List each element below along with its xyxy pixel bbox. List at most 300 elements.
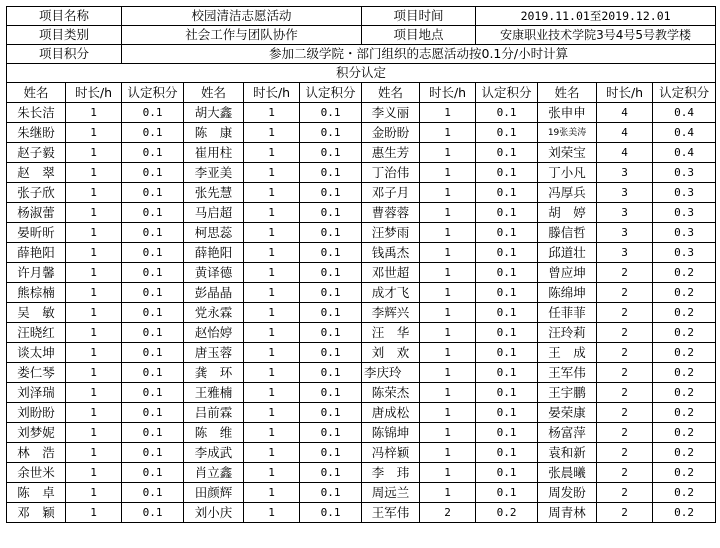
cell-points: 0.1 [476,423,538,443]
cell-points: 0.2 [653,263,716,283]
column-header-points: 认定积分 [300,83,362,103]
cell-hours: 1 [66,343,122,363]
table-row [7,163,716,183]
cell-points: 0.1 [122,103,184,123]
cell-points: 0.1 [122,423,184,443]
cell-points: 0.1 [122,503,184,523]
cell-hours: 3 [597,223,653,243]
cell-name: 邓世超 [362,263,420,283]
cell-name: 曾应坤 [538,263,597,283]
header-row-name-time [7,7,716,26]
cell-name: 王军伟 [538,363,597,383]
project-name-label: 项目名称 [7,7,122,26]
cell-name: 汪 华 [362,323,420,343]
cell-hours: 2 [597,503,653,523]
cell-hours: 1 [244,283,300,303]
cell-hours: 3 [597,163,653,183]
cell-points: 0.1 [300,463,362,483]
cell-name: 滕信哲 [538,223,597,243]
cell-name: 丁小凡 [538,163,597,183]
table-row [7,403,716,423]
cell-name: 曹蓉蓉 [362,203,420,223]
cell-points: 0.1 [476,163,538,183]
cell-name: 李成武 [184,443,244,463]
cell-points: 0.1 [300,503,362,523]
cell-hours: 1 [244,343,300,363]
cell-name: 金盼盼 [362,123,420,143]
cell-hours: 1 [420,343,476,363]
cell-hours: 1 [420,363,476,383]
cell-name: 刘小庆 [184,503,244,523]
cell-points: 0.1 [122,343,184,363]
cell-points: 0.1 [300,223,362,243]
cell-points: 0.1 [476,143,538,163]
cell-hours: 2 [420,503,476,523]
cell-name: 娄仁琴 [7,363,66,383]
cell-name: 刘泽瑞 [7,383,66,403]
points-table [6,6,716,523]
cell-points: 0.1 [476,323,538,343]
table-row [7,263,716,283]
cell-hours: 1 [420,463,476,483]
cell-hours: 2 [597,403,653,423]
cell-points: 0.1 [300,383,362,403]
table-row [7,503,716,523]
cell-hours: 1 [66,103,122,123]
cell-points: 0.1 [476,403,538,423]
cell-hours: 1 [420,183,476,203]
cell-name: 吴 敏 [7,303,66,323]
cell-hours: 1 [66,283,122,303]
cell-name: 党永霖 [184,303,244,323]
cell-points: 0.1 [300,123,362,143]
cell-points: 0.1 [122,163,184,183]
cell-hours: 1 [244,423,300,443]
cell-hours: 1 [244,303,300,323]
cell-name: 王 成 [538,343,597,363]
cell-points: 0.1 [300,143,362,163]
cell-hours: 1 [420,283,476,303]
cell-hours: 2 [597,303,653,323]
cell-points: 0.1 [300,203,362,223]
project-name-value: 校园清洁志愿活动 [122,7,362,26]
cell-name: 惠生芳 [362,143,420,163]
table-row [7,183,716,203]
cell-name: 冯厚兵 [538,183,597,203]
cell-hours: 2 [597,383,653,403]
cell-hours: 1 [66,203,122,223]
cell-name: 周发盼 [538,483,597,503]
cell-hours: 1 [244,143,300,163]
cell-hours: 2 [597,263,653,283]
cell-name: 任菲菲 [538,303,597,323]
project-place-value: 安康职业技术学院3号4号5号教学楼 [476,26,716,45]
column-header-hours: 时长/h [244,83,300,103]
cell-name: 周青林 [538,503,597,523]
project-type-value: 社会工作与团队协作 [122,26,362,45]
table-row [7,103,716,123]
cell-points: 0.1 [476,223,538,243]
cell-points: 0.1 [300,423,362,443]
cell-points: 0.2 [653,343,716,363]
cell-hours: 1 [66,363,122,383]
cell-hours: 3 [597,183,653,203]
cell-hours: 1 [420,323,476,343]
cell-name: 冯梓颖 [362,443,420,463]
cell-name: 陈绵坤 [538,283,597,303]
cell-name: 黄译德 [184,263,244,283]
cell-hours: 1 [66,183,122,203]
cell-hours: 3 [597,203,653,223]
table-row [7,323,716,343]
table-row [7,343,716,363]
project-points-label: 项目积分 [7,45,122,64]
cell-points: 0.1 [122,263,184,283]
cell-points: 0.1 [122,143,184,163]
cell-name: 刘梦妮 [7,423,66,443]
project-time-label: 项目时间 [362,7,476,26]
table-row [7,243,716,263]
cell-points: 0.1 [122,483,184,503]
cell-name: 晏荣康 [538,403,597,423]
cell-name: 刘荣宝 [538,143,597,163]
cell-hours: 1 [244,483,300,503]
cell-hours: 1 [420,203,476,223]
cell-points: 0.1 [476,303,538,323]
cell-hours: 1 [244,263,300,283]
cell-name: 杨富萍 [538,423,597,443]
table-row [7,283,716,303]
cell-points: 0.1 [122,323,184,343]
cell-hours: 1 [66,143,122,163]
cell-points: 0.1 [122,463,184,483]
cell-name: 马启超 [184,203,244,223]
cell-points: 0.1 [300,263,362,283]
cell-points: 0.1 [476,203,538,223]
cell-name: 杨淑蕾 [7,203,66,223]
cell-hours: 1 [244,183,300,203]
column-header-hours: 时长/h [66,83,122,103]
cell-name: 李亚美 [184,163,244,183]
cell-points: 0.3 [653,243,716,263]
cell-hours: 1 [420,303,476,323]
cell-points: 0.2 [653,383,716,403]
cell-hours: 2 [597,483,653,503]
table-row [7,303,716,323]
cell-name: 晏昕昕 [7,223,66,243]
cell-points: 0.1 [122,243,184,263]
cell-name: 邓子月 [362,183,420,203]
cell-hours: 1 [66,123,122,143]
cell-points: 0.3 [653,203,716,223]
cell-name: 张先慧 [184,183,244,203]
cell-name: 刘盼盼 [7,403,66,423]
cell-points: 0.2 [653,323,716,343]
table-row [7,123,716,143]
project-type-label: 项目类别 [7,26,122,45]
cell-name: 成才飞 [362,283,420,303]
table-row [7,463,716,483]
cell-name: 薛艳阳 [7,243,66,263]
cell-name: 周远兰 [362,483,420,503]
cell-hours: 1 [420,423,476,443]
column-header-name: 姓名 [7,83,66,103]
column-header-points: 认定积分 [653,83,716,103]
cell-name: 陈 卓 [7,483,66,503]
cell-points: 0.2 [653,303,716,323]
column-header-points: 认定积分 [476,83,538,103]
cell-name: 许月馨 [7,263,66,283]
cell-name: 陈 康 [184,123,244,143]
cell-hours: 1 [420,163,476,183]
cell-name: 李辉兴 [362,303,420,323]
cell-points: 0.2 [653,483,716,503]
cell-name: 张子欣 [7,183,66,203]
cell-hours: 1 [66,383,122,403]
cell-hours: 1 [244,323,300,343]
cell-hours: 3 [597,243,653,263]
table-row [7,383,716,403]
cell-points: 0.1 [476,263,538,283]
cell-points: 0.3 [653,223,716,243]
cell-points: 0.3 [653,163,716,183]
cell-points: 0.2 [653,423,716,443]
cell-points: 0.1 [300,343,362,363]
cell-points: 0.1 [122,443,184,463]
section-title-row [7,64,716,83]
cell-hours: 1 [66,483,122,503]
cell-points: 0.1 [476,243,538,263]
cell-points: 0.2 [653,463,716,483]
header-row-points [7,45,716,64]
cell-points: 0.1 [300,283,362,303]
cell-name: 龚 环 [184,363,244,383]
cell-name: 谈太坤 [7,343,66,363]
cell-name: 唐玉蓉 [184,343,244,363]
cell-hours: 1 [66,223,122,243]
project-place-label: 项目地点 [362,26,476,45]
project-time-value: 2019.11.01至2019.12.01 [476,7,716,26]
cell-name: 胡 婷 [538,203,597,223]
cell-points: 0.2 [653,443,716,463]
header-row-type-place [7,26,716,45]
cell-points: 0.1 [300,443,362,463]
cell-points: 0.2 [476,503,538,523]
cell-hours: 1 [244,163,300,183]
cell-hours: 2 [597,323,653,343]
cell-name: 王军伟 [362,503,420,523]
cell-hours: 1 [66,503,122,523]
column-header-hours: 时长/h [420,83,476,103]
cell-name: 余世米 [7,463,66,483]
cell-hours: 2 [597,443,653,463]
cell-name: 林 浩 [7,443,66,463]
cell-hours: 2 [597,423,653,443]
cell-hours: 1 [66,463,122,483]
cell-name: 田颜辉 [184,483,244,503]
cell-name: 赵怡婷 [184,323,244,343]
cell-name: 彭晶晶 [184,283,244,303]
cell-hours: 2 [597,463,653,483]
cell-points: 0.1 [476,123,538,143]
cell-name: 柯思蕊 [184,223,244,243]
cell-name: 张晨曦 [538,463,597,483]
cell-hours: 1 [420,443,476,463]
cell-name: 袁和新 [538,443,597,463]
cell-points: 0.1 [300,483,362,503]
project-points-value: 参加二级学院・部门组织的志愿活动按0.1分/小时计算 [122,45,716,64]
cell-name: 赵子毅 [7,143,66,163]
cell-name: 刘 欢 [362,343,420,363]
cell-name: 李义丽 [362,103,420,123]
cell-hours: 1 [420,143,476,163]
cell-points: 0.1 [122,223,184,243]
table-row [7,423,716,443]
cell-hours: 1 [420,483,476,503]
cell-points: 0.1 [300,103,362,123]
cell-name: 吕前霖 [184,403,244,423]
column-header-name: 姓名 [184,83,244,103]
cell-points: 0.2 [653,363,716,383]
cell-points: 0.4 [653,143,716,163]
cell-hours: 4 [597,123,653,143]
cell-points: 0.2 [653,503,716,523]
cell-name: 朱长洁 [7,103,66,123]
cell-hours: 1 [420,243,476,263]
cell-name: 赵 翠 [7,163,66,183]
cell-hours: 1 [66,243,122,263]
cell-hours: 1 [244,363,300,383]
cell-points: 0.1 [476,343,538,363]
column-header-points: 认定积分 [122,83,184,103]
cell-points: 0.1 [300,183,362,203]
cell-hours: 1 [66,323,122,343]
cell-points: 0.1 [476,383,538,403]
cell-name: 朱继盼 [7,123,66,143]
cell-points: 0.2 [653,403,716,423]
table-row [7,483,716,503]
cell-hours: 1 [66,163,122,183]
cell-points: 0.1 [476,103,538,123]
table-row [7,363,716,383]
cell-points: 0.1 [300,323,362,343]
cell-name: 胡大鑫 [184,103,244,123]
cell-points: 0.1 [300,243,362,263]
cell-points: 0.1 [476,283,538,303]
cell-name: 唐成松 [362,403,420,423]
cell-hours: 2 [597,343,653,363]
cell-points: 0.1 [476,463,538,483]
cell-hours: 2 [597,283,653,303]
column-header-hours: 时长/h [597,83,653,103]
table-row [7,203,716,223]
cell-hours: 1 [244,503,300,523]
cell-hours: 1 [244,103,300,123]
cell-points: 0.4 [653,103,716,123]
cell-name: 陈荣杰 [362,383,420,403]
cell-name: 张申申 [538,103,597,123]
cell-hours: 1 [66,303,122,323]
cell-hours: 1 [420,263,476,283]
cell-name: 邓 颖 [7,503,66,523]
cell-points: 0.1 [122,123,184,143]
cell-name: 崔用柱 [184,143,244,163]
cell-hours: 1 [244,463,300,483]
cell-points: 0.1 [476,443,538,463]
cell-name: 汪梦雨 [362,223,420,243]
cell-points: 0.1 [122,183,184,203]
cell-hours: 1 [244,383,300,403]
cell-hours: 2 [597,363,653,383]
cell-hours: 1 [420,403,476,423]
cell-name: 钱禹杰 [362,243,420,263]
section-title: 积分认定 [7,64,716,83]
cell-hours: 1 [244,403,300,423]
cell-points: 0.4 [653,123,716,143]
cell-hours: 1 [420,103,476,123]
cell-hours: 1 [66,423,122,443]
cell-hours: 1 [66,403,122,423]
cell-points: 0.1 [300,403,362,423]
cell-name: 熊棕楠 [7,283,66,303]
cell-hours: 4 [597,103,653,123]
cell-points: 0.1 [300,303,362,323]
cell-points: 0.1 [122,403,184,423]
table-row [7,143,716,163]
cell-name: 李庆玲 [362,363,420,383]
cell-hours: 1 [420,383,476,403]
cell-name: 李 玮 [362,463,420,483]
cell-name: 肖立鑫 [184,463,244,483]
cell-points: 0.1 [122,283,184,303]
cell-points: 0.1 [476,183,538,203]
cell-hours: 1 [420,123,476,143]
cell-name: 丁治伟 [362,163,420,183]
cell-name: 19张美涛 [538,123,597,143]
cell-points: 0.2 [653,283,716,303]
cell-points: 0.3 [653,183,716,203]
cell-name: 邱道壮 [538,243,597,263]
cell-points: 0.1 [300,163,362,183]
table-row [7,223,716,243]
cell-name: 王雅楠 [184,383,244,403]
cell-hours: 1 [244,123,300,143]
cell-name: 汪玲莉 [538,323,597,343]
column-header-name: 姓名 [538,83,597,103]
cell-points: 0.1 [476,483,538,503]
cell-name: 陈锦坤 [362,423,420,443]
cell-hours: 4 [597,143,653,163]
cell-hours: 1 [244,443,300,463]
cell-hours: 1 [66,263,122,283]
cell-points: 0.1 [122,303,184,323]
cell-points: 0.1 [122,383,184,403]
cell-points: 0.1 [476,363,538,383]
column-header-name: 姓名 [362,83,420,103]
cell-hours: 1 [244,223,300,243]
cell-points: 0.1 [122,363,184,383]
cell-name: 汪晓红 [7,323,66,343]
cell-hours: 1 [66,443,122,463]
column-header-row [7,83,716,103]
cell-hours: 1 [420,223,476,243]
table-row [7,443,716,463]
cell-name: 王宇鹏 [538,383,597,403]
cell-name: 陈 维 [184,423,244,443]
cell-points: 0.1 [122,203,184,223]
cell-hours: 1 [244,203,300,223]
cell-hours: 1 [244,243,300,263]
